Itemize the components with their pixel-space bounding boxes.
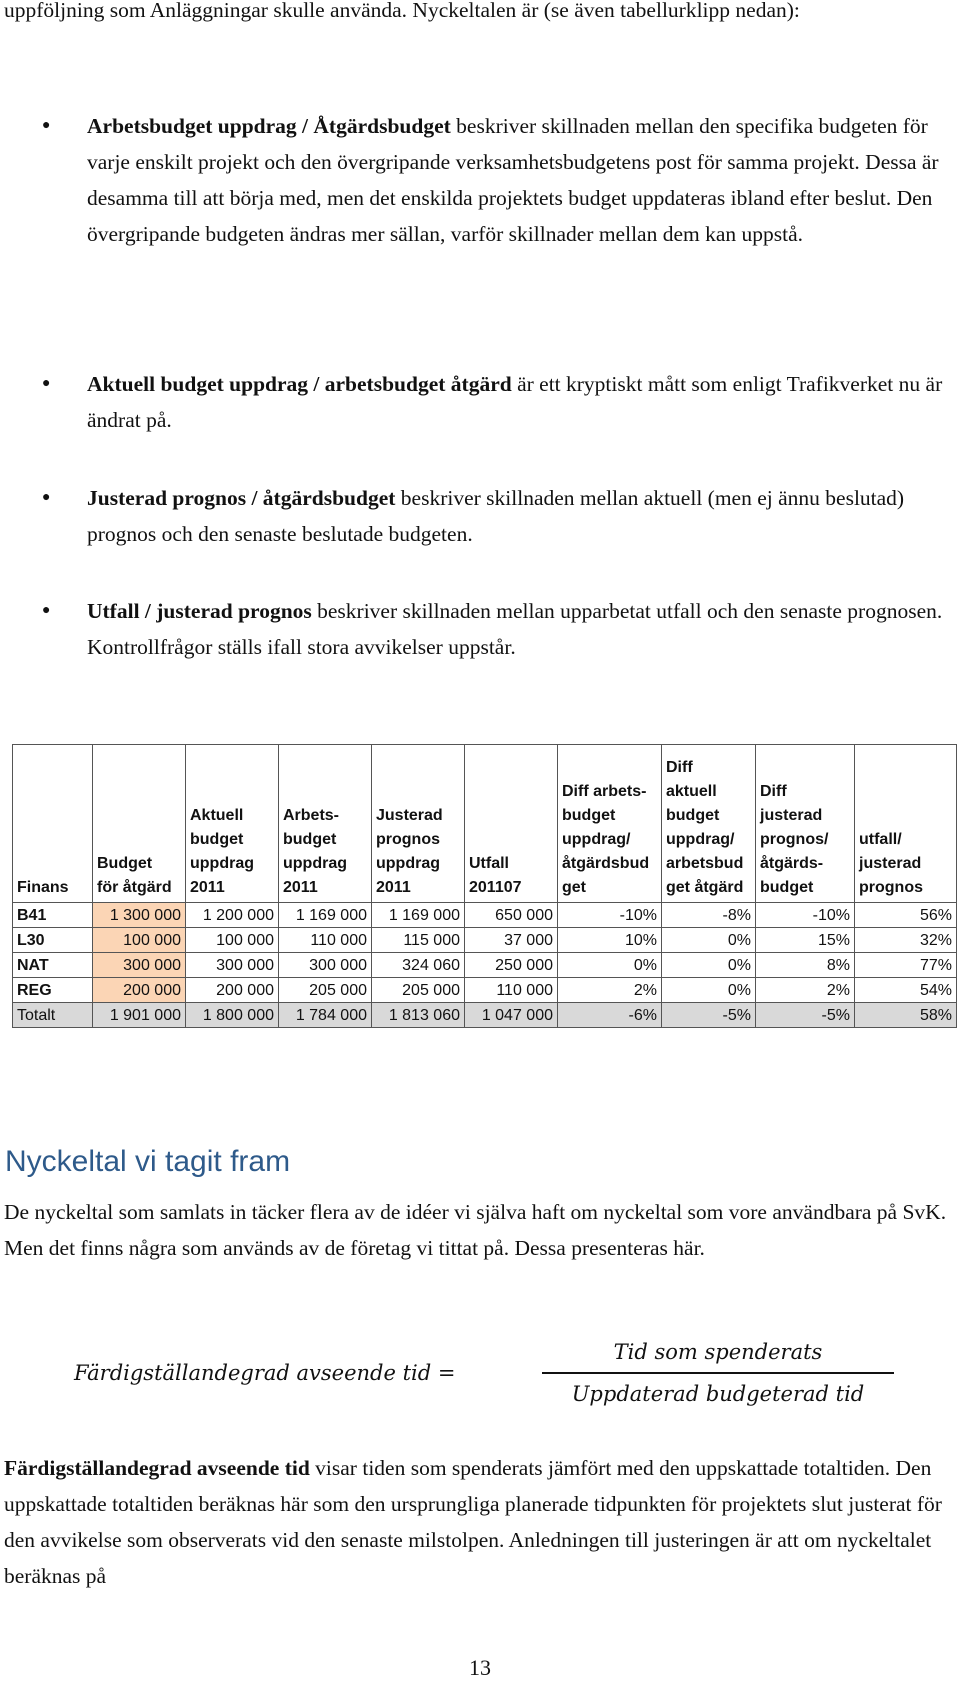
col-header-line: uppdrag <box>190 855 254 872</box>
table-cell: 0% <box>662 953 756 978</box>
col-header <box>662 745 756 903</box>
col-header <box>465 745 558 903</box>
col-header-line: Diff <box>760 783 787 800</box>
col-header-line: uppdrag/ <box>562 831 631 848</box>
formula-numerator: Tid som spenderats <box>613 1340 823 1364</box>
table-cell: 200 000 <box>186 978 279 1003</box>
bullet-item <box>87 480 947 552</box>
table-cell: 54% <box>855 978 957 1003</box>
budget-table <box>12 744 957 1028</box>
table-cell: 10% <box>558 928 662 953</box>
col-header-line: prognos/ <box>760 831 829 848</box>
col-header-line: aktuell <box>666 783 717 800</box>
table-cell: 300 000 <box>279 953 372 978</box>
table-cell: 1 200 000 <box>186 903 279 928</box>
col-header-line: Budget <box>97 855 153 872</box>
table-cell: 77% <box>855 953 957 978</box>
row-label: REG <box>13 978 93 1003</box>
table-cell: 205 000 <box>372 978 465 1003</box>
table-row <box>13 928 957 953</box>
table-cell: 8% <box>756 953 855 978</box>
col-header <box>186 745 279 903</box>
col-header-line: Aktuell <box>190 807 244 824</box>
col-header <box>558 745 662 903</box>
table-cell: -5% <box>662 1003 756 1028</box>
table-cell: 37 000 <box>465 928 558 953</box>
col-header-line: Arbets- <box>283 807 340 824</box>
col-header-line: arbetsbud <box>666 855 744 872</box>
col-header-line: för åtgärd <box>97 879 172 896</box>
table-cell: 2% <box>558 978 662 1003</box>
row-label: Totalt <box>13 1003 93 1028</box>
col-header-line: Finans <box>17 879 69 896</box>
col-header-line: åtgärds- <box>760 855 824 872</box>
term-bold: Färdigställandegrad avseende tid <box>4 1456 310 1480</box>
col-header-line: budget <box>760 879 814 896</box>
col-header-line: justerad <box>859 855 922 872</box>
bullet-icon: ● <box>42 376 51 391</box>
col-header-line: 2011 <box>283 879 318 896</box>
table-cell: 1 813 060 <box>372 1003 465 1028</box>
table-cell: 100 000 <box>186 928 279 953</box>
table-total-row <box>13 1003 957 1028</box>
col-header-line: 2011 <box>376 879 411 896</box>
table-cell: 15% <box>756 928 855 953</box>
body-paragraph <box>4 1450 956 1594</box>
table-cell: 2% <box>756 978 855 1003</box>
table-cell: 115 000 <box>372 928 465 953</box>
col-header-line: budget <box>190 831 244 848</box>
table-cell: 250 000 <box>465 953 558 978</box>
table-cell: -10% <box>756 903 855 928</box>
formula-denominator: Uppdaterad budgeterad tid <box>571 1382 865 1406</box>
table-cell: -8% <box>662 903 756 928</box>
table-cell: 300 000 <box>186 953 279 978</box>
section-heading: Nyckeltal vi tagit fram <box>5 1145 291 1178</box>
col-header-line: 2011 <box>190 879 225 896</box>
table-cell: 1 169 000 <box>279 903 372 928</box>
bullet-term: Justerad prognos / åtgärdsbudget <box>87 486 396 510</box>
col-header <box>372 745 465 903</box>
row-label: NAT <box>13 953 93 978</box>
table-cell: 1 800 000 <box>186 1003 279 1028</box>
col-header-line: budget <box>666 807 720 824</box>
col-header-line: prognos <box>859 879 923 896</box>
table-cell: 56% <box>855 903 957 928</box>
col-header-line: uppdrag <box>283 855 347 872</box>
bullet-item <box>87 366 947 438</box>
col-header <box>13 745 93 903</box>
col-header-line: Diff <box>666 759 693 776</box>
col-header-line: Justerad <box>376 807 443 824</box>
col-header-line: get åtgärd <box>666 879 744 896</box>
col-header-line: prognos <box>376 831 440 848</box>
table-cell: 0% <box>662 978 756 1003</box>
fraction-line <box>542 1372 894 1374</box>
table-cell: 650 000 <box>465 903 558 928</box>
table-cell: 205 000 <box>279 978 372 1003</box>
col-header-line: budget <box>283 831 337 848</box>
table-cell: 110 000 <box>465 978 558 1003</box>
table-cell: 1 300 000 <box>93 903 186 928</box>
intro-paragraph: uppföljning som Anläggningar skulle använda. Nyckeltalen är (se även tabellurklipp nedan): <box>4 0 800 22</box>
bullet-text: beskriver skillnaden mellan aktuell (men ej ännu beslutad) prognos och den senaste beslutade budgeten. <box>87 486 905 546</box>
table-cell: 110 000 <box>279 928 372 953</box>
table-cell: 1 169 000 <box>372 903 465 928</box>
body-paragraph: De nyckeltal som samlats in täcker flera av de idéer vi själva haft om nyckeltal som vore användbara på SvK. Men det finns några som används av de företag vi tittat på. Dessa presenteras här. <box>4 1200 947 1260</box>
table-cell: 32% <box>855 928 957 953</box>
table-cell: 0% <box>662 928 756 953</box>
table-cell: -5% <box>756 1003 855 1028</box>
table-cell: 1 784 000 <box>279 1003 372 1028</box>
col-header <box>855 745 957 903</box>
bullet-text: beskriver skillnaden mellan den specifika budgeten för varje enskilt projekt och den övergripande verksamhetsbudgetens post för samma projekt. Dessa är desamma till att börja med, men det enskilda projektets budget uppdateras ibland efter beslut. Den övergripande budgeten ändras mer sällan, varför skillnader mellan dem kan uppstå. <box>87 114 939 246</box>
table-cell: 1 901 000 <box>93 1003 186 1028</box>
col-header-line: get <box>562 879 586 896</box>
bullet-text: är ett kryptiskt mått som enligt Trafikverket nu är ändrat på. <box>87 372 943 432</box>
table-cell: 0% <box>558 953 662 978</box>
table-cell: 58% <box>855 1003 957 1028</box>
col-header-line: justerad <box>760 807 823 824</box>
table-cell: 300 000 <box>93 953 186 978</box>
bullet-term: Aktuell budget uppdrag / arbetsbudget åtgärd <box>87 372 512 396</box>
col-header-line: utfall/ <box>859 831 902 848</box>
formula-fraction <box>542 1335 894 1411</box>
col-header-line: budget <box>562 807 616 824</box>
bullet-icon: ● <box>42 118 51 133</box>
table-cell: -6% <box>558 1003 662 1028</box>
col-header-line: Diff arbets- <box>562 783 647 800</box>
table-cell: 1 047 000 <box>465 1003 558 1028</box>
col-header-line: åtgärdsbud <box>562 855 650 872</box>
col-header <box>93 745 186 903</box>
bullet-item <box>87 108 947 252</box>
col-header <box>279 745 372 903</box>
page-number: 13 <box>469 1655 491 1680</box>
col-header-line: uppdrag <box>376 855 440 872</box>
col-header <box>756 745 855 903</box>
table-cell: 324 060 <box>372 953 465 978</box>
table-header-row <box>13 745 957 903</box>
formula-lhs: Färdigställandegrad avseende tid = <box>74 1361 456 1385</box>
table-row <box>13 978 957 1003</box>
row-label: L30 <box>13 928 93 953</box>
table-cell: 100 000 <box>93 928 186 953</box>
table-cell: -10% <box>558 903 662 928</box>
table-row <box>13 953 957 978</box>
bullet-icon: ● <box>42 490 51 505</box>
bullet-term: Arbetsbudget uppdrag / Åtgärdsbudget <box>87 114 451 138</box>
bullet-item <box>87 593 947 665</box>
col-header-line: 201107 <box>469 879 522 896</box>
bullet-text: beskriver skillnaden mellan upparbetat utfall och den senaste prognosen. Kontrollfrågor ställs ifall stora avvikelser uppstår. <box>87 599 943 659</box>
table-cell: 200 000 <box>93 978 186 1003</box>
table-row <box>13 903 957 928</box>
col-header-line: Utfall <box>469 855 509 872</box>
bullet-term: Utfall / justerad prognos <box>87 599 312 623</box>
bullet-icon: ● <box>42 603 51 618</box>
row-label: B41 <box>13 903 93 928</box>
col-header-line: uppdrag/ <box>666 831 735 848</box>
paragraph-text: visar tiden som spenderats jämfört med den uppskattade totaltiden. Den uppskattade totaltiden beräknas här som den ursprungliga planerade tidpunkten för projektets slut justerat för den avvikelse som observerats vid den senaste milstolpen. Anledningen till justeringen är att om nyckeltalet beräknas på <box>4 1456 942 1588</box>
